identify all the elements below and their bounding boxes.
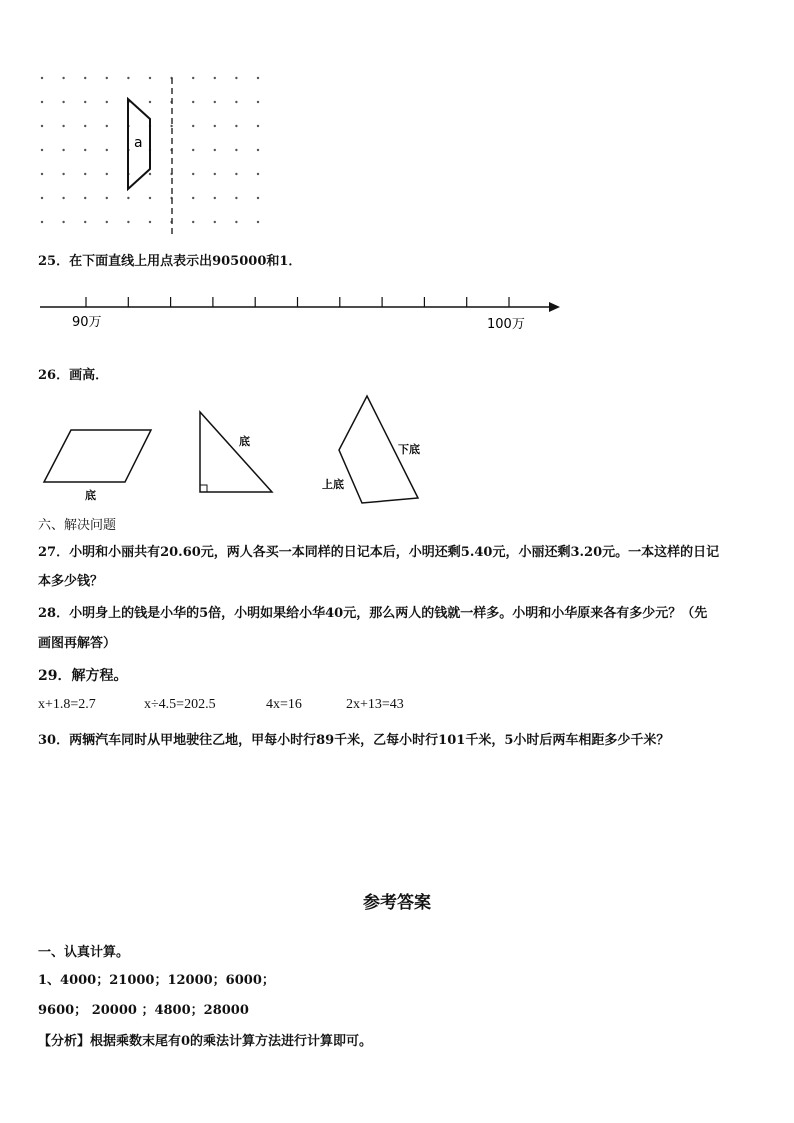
equation-4: 2x+13=43 <box>346 697 404 712</box>
equation-2: x÷4.5=202.5 <box>144 697 216 712</box>
grid-dot <box>235 149 237 151</box>
grid-dot <box>257 77 259 79</box>
grid-dot <box>149 77 151 79</box>
grid-dot <box>214 149 216 151</box>
grid-dot <box>257 101 259 103</box>
grid-dot <box>62 197 64 199</box>
number-line-ticks <box>86 297 509 307</box>
grid-dot <box>214 197 216 199</box>
grid-dot <box>257 173 259 175</box>
answers-analysis: 【分析】根据乘数末尾有0的乘法计算方法进行计算即可。 <box>38 1034 373 1049</box>
grid-dot <box>106 173 108 175</box>
grid-dot <box>106 125 108 127</box>
number-line-arrow <box>549 302 560 312</box>
trapezoid-upper-base-label: 上底 <box>322 478 344 491</box>
grid-dot <box>235 101 237 103</box>
grid-dot <box>192 101 194 103</box>
grid-dot <box>41 221 43 223</box>
grid-dot <box>127 77 129 79</box>
q28-line1: 28．小明身上的钱是小华的5倍，小明如果给小华40元，那么两人的钱就一样多。小明和小华原来各有多少元？（先 <box>38 606 708 621</box>
q27-line1: 27．小明和小丽共有20.60元，两人各买一本同样的日记本后，小明还剩5.40元，小丽还剩3.20元。一本这样的日记 <box>38 545 720 560</box>
shape-a-label: a <box>134 135 143 151</box>
grid-dot <box>235 125 237 127</box>
shapes-figure <box>30 388 450 513</box>
grid-dot <box>62 77 64 79</box>
answers-line1: 1、4000；21000；12000；6000； <box>38 973 275 988</box>
grid-dot <box>235 221 237 223</box>
q28-line2: 画图再解答） <box>38 636 117 651</box>
grid-dot <box>106 149 108 151</box>
grid-dot <box>149 221 151 223</box>
grid-dot <box>214 101 216 103</box>
answers-title: 参考答案 <box>363 893 431 913</box>
grid-dot <box>257 149 259 151</box>
answers-line2: 9600； 20000 ；4800；28000 <box>38 1003 249 1018</box>
q27-line2: 本多少钱？ <box>38 574 104 589</box>
grid-dot <box>84 149 86 151</box>
grid-dot <box>62 149 64 151</box>
equation-3: 4x=16 <box>266 697 302 712</box>
grid-dot <box>41 101 43 103</box>
grid-dot <box>149 197 151 199</box>
grid-dot <box>192 173 194 175</box>
grid-dot <box>214 77 216 79</box>
grid-dot <box>257 197 259 199</box>
grid-dot <box>127 197 129 199</box>
grid-dot <box>214 173 216 175</box>
grid-dot <box>84 197 86 199</box>
grid-dot <box>192 125 194 127</box>
grid-dot <box>41 77 43 79</box>
grid-dot <box>192 149 194 151</box>
number-line-label-90w: 90万 <box>72 315 102 330</box>
equation-1: x+1.8=2.7 <box>38 697 96 712</box>
number-line-label-100w: 100万 <box>487 317 525 332</box>
q26-text: 26．画高． <box>38 368 109 383</box>
right-angle-mark <box>200 485 207 492</box>
grid-dot <box>84 221 86 223</box>
q30-text: 30．两辆汽车同时从甲地驶往乙地，甲每小时行89千米，乙每小时行101千米，5小时后两车相距多少千米？ <box>38 733 670 748</box>
grid-dot <box>192 221 194 223</box>
grid-dot <box>62 173 64 175</box>
grid-dot <box>170 125 172 127</box>
grid-dot <box>106 77 108 79</box>
section6-heading: 六、解决问题 <box>38 518 117 533</box>
grid-dot <box>214 221 216 223</box>
grid-dot <box>62 101 64 103</box>
parallelogram-base-label: 底 <box>85 489 96 502</box>
grid-dot <box>41 149 43 151</box>
grid-dot <box>257 221 259 223</box>
grid-dot <box>235 197 237 199</box>
grid-dot <box>84 125 86 127</box>
parallelogram <box>44 430 151 482</box>
trapezoid-lower-base-label: 下底 <box>398 443 420 456</box>
number-line <box>30 290 570 335</box>
grid-dot <box>257 125 259 127</box>
grid-dot <box>41 173 43 175</box>
grid-dot <box>106 197 108 199</box>
grid-dot <box>41 197 43 199</box>
grid-dot <box>127 221 129 223</box>
grid-dot <box>235 173 237 175</box>
q29-equations <box>38 697 538 717</box>
grid-dot <box>62 221 64 223</box>
symmetry-figure <box>30 66 280 236</box>
grid-dot <box>214 125 216 127</box>
right-triangle <box>200 412 272 492</box>
grid-dot <box>149 173 151 175</box>
q29-text: 29．解方程。 <box>38 668 128 684</box>
grid-dot <box>192 197 194 199</box>
grid-dot <box>106 101 108 103</box>
grid-dot <box>84 101 86 103</box>
grid-dot <box>235 77 237 79</box>
grid-dot <box>192 77 194 79</box>
grid-dot <box>62 125 64 127</box>
grid-dot <box>84 173 86 175</box>
answers-section1: 一、认真计算。 <box>38 945 130 960</box>
grid-dot <box>106 221 108 223</box>
triangle-base-label: 底 <box>239 435 250 448</box>
grid-dot <box>84 77 86 79</box>
grid-dot <box>149 101 151 103</box>
q25-text: 25．在下面直线上用点表示出905000和1． <box>38 254 302 269</box>
grid-dot <box>41 125 43 127</box>
